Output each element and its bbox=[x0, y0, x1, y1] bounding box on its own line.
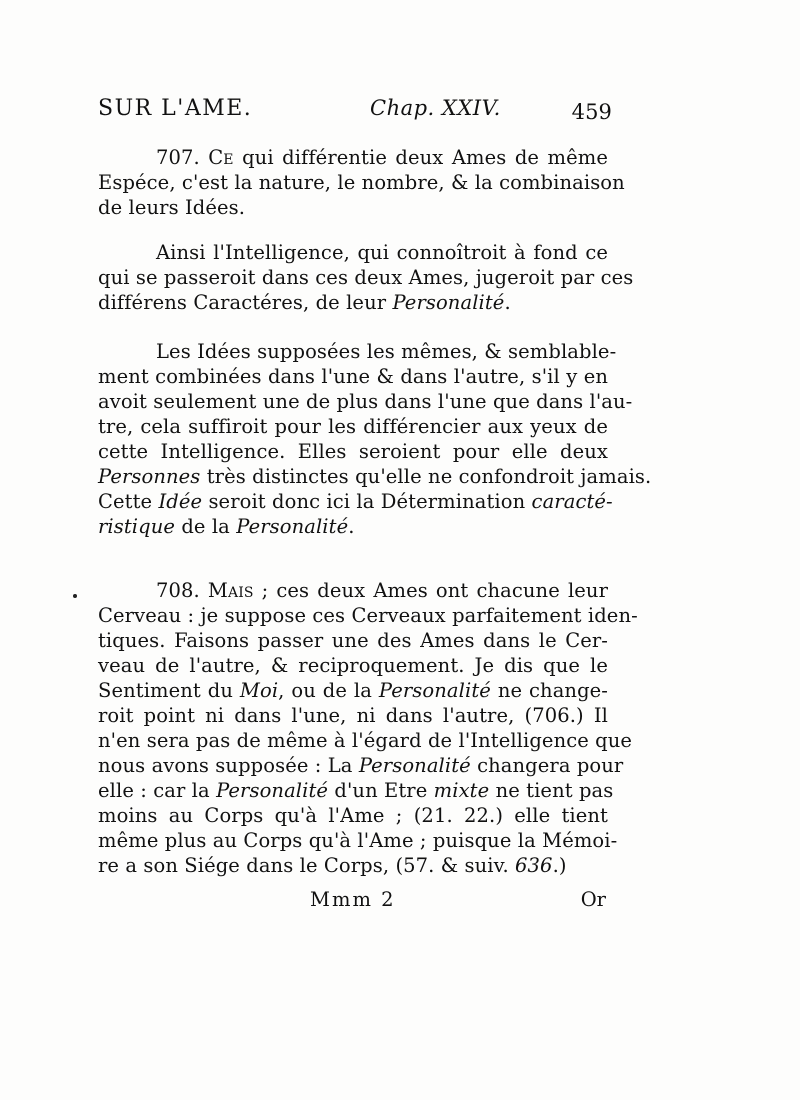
paragraph-707 bbox=[98, 145, 625, 220]
line-text: re a son Siége dans le Corps, (57. & suiv. bbox=[98, 854, 516, 877]
line-text: même plus au Corps qu'à l'Ame ; puisque la Mémoi- bbox=[98, 829, 618, 852]
line-text: Cette bbox=[98, 490, 159, 513]
text-line bbox=[98, 265, 634, 290]
paragraph-708 bbox=[98, 578, 638, 878]
running-title: SUR L'AME. bbox=[98, 96, 253, 121]
line-text: avoit seulement une de plus dans l'une que dans l'au- bbox=[98, 390, 633, 413]
small-caps-text: Ce bbox=[208, 146, 234, 169]
text-line bbox=[98, 170, 625, 195]
text-line bbox=[98, 489, 613, 514]
text-line bbox=[98, 439, 608, 464]
italic-text: ristique bbox=[98, 515, 176, 538]
line-text: ment combinées dans l'une & dans l'autre, s'il y en bbox=[98, 365, 608, 388]
text-line bbox=[98, 240, 608, 265]
line-text: ne tient pas bbox=[489, 779, 614, 802]
line-text: n'en sera pas de même à l'égard de l'Intelligence que bbox=[98, 729, 633, 752]
text-line bbox=[98, 514, 608, 539]
line-text: Sentiment du bbox=[98, 679, 240, 702]
line-text: changera pour bbox=[470, 754, 624, 777]
italic-text: Personalité bbox=[216, 779, 329, 802]
italic-text: mixte bbox=[433, 779, 490, 802]
margin-dot bbox=[73, 594, 77, 598]
text-line bbox=[98, 728, 633, 753]
small-caps-text: Mais bbox=[207, 579, 254, 602]
page-number: 459 bbox=[571, 100, 612, 124]
text-line bbox=[98, 414, 608, 439]
line-text: ; ces deux Ames ont chacune leur bbox=[253, 579, 608, 602]
text-line bbox=[98, 628, 608, 653]
line-text: Les Idées supposées les mêmes, & semblable- bbox=[156, 340, 617, 363]
italic-text: Personalité bbox=[236, 515, 349, 538]
paragraph-ainsi bbox=[98, 240, 634, 315]
line-text: elle : car la bbox=[98, 779, 217, 802]
text-line bbox=[98, 389, 633, 414]
italic-text: Personalité bbox=[358, 754, 471, 777]
line-text: 708. bbox=[156, 579, 208, 602]
italic-text: Personalité bbox=[392, 291, 505, 314]
text-line bbox=[98, 578, 608, 603]
italic-text: Idée bbox=[158, 490, 203, 513]
line-text: ne change- bbox=[490, 679, 609, 702]
text-line bbox=[98, 364, 608, 389]
line-text: roit point ni dans l'une, ni dans l'autre, (706.) Il bbox=[98, 704, 608, 727]
text-line bbox=[98, 828, 618, 853]
line-text: cette Intelligence. Elles seroient pour elle deux bbox=[98, 440, 608, 463]
text-line bbox=[98, 339, 617, 364]
line-text: . bbox=[348, 515, 355, 538]
text-line bbox=[98, 803, 608, 828]
line-text: Espéce, c'est la nature, le nombre, & la combinaison bbox=[98, 171, 625, 194]
italic-text: Moi bbox=[239, 679, 279, 702]
signature-mark: Mmm 2 bbox=[310, 888, 396, 911]
text-line bbox=[98, 653, 608, 678]
line-text: tre, cela suffiroit pour les différencier aux yeux de bbox=[98, 415, 608, 438]
line-text: qui se passeroit dans ces deux Ames, jugeroit par ces bbox=[98, 266, 634, 289]
line-text: de leurs Idées. bbox=[98, 196, 246, 219]
line-text: nous avons supposée : La bbox=[98, 754, 359, 777]
line-text: 707. bbox=[156, 146, 209, 169]
running-head bbox=[98, 96, 612, 136]
catchword: Or bbox=[580, 888, 606, 911]
text-line bbox=[98, 195, 608, 220]
text-line bbox=[98, 290, 608, 315]
italic-text: Personnes bbox=[98, 465, 201, 488]
italic-text: 636 bbox=[515, 854, 553, 877]
line-text: différens Caractéres, de leur bbox=[98, 291, 393, 314]
line-text: seroit donc ici la Détermination bbox=[202, 490, 532, 513]
text-line bbox=[98, 703, 608, 728]
line-text: très distinctes qu'elle ne confondroit jamais. bbox=[200, 465, 652, 488]
line-text: de la bbox=[175, 515, 237, 538]
paragraph-les-idees bbox=[98, 339, 652, 539]
text-line bbox=[98, 678, 608, 703]
italic-text: Personalité bbox=[378, 679, 491, 702]
page-footer bbox=[98, 888, 608, 918]
line-text: Cerveau : je suppose ces Cerveaux parfaitement iden- bbox=[98, 604, 638, 627]
chapter-label: Chap. XXIV. bbox=[370, 96, 501, 120]
line-text: , ou de la bbox=[278, 679, 379, 702]
text-line bbox=[98, 603, 638, 628]
italic-text: caracté- bbox=[531, 490, 613, 513]
text-line bbox=[98, 753, 624, 778]
line-text: . bbox=[504, 291, 511, 314]
text-line bbox=[98, 145, 608, 170]
text-line bbox=[98, 853, 608, 878]
text-line bbox=[98, 464, 652, 489]
line-text: d'un Etre bbox=[328, 779, 434, 802]
text-line bbox=[98, 778, 614, 803]
line-text: .) bbox=[552, 854, 567, 877]
line-text: Ainsi l'Intelligence, qui connoîtroit à fond ce bbox=[156, 241, 608, 264]
line-text: veau de l'autre, & reciproquement. Je dis que le bbox=[98, 654, 608, 677]
line-text: tiques. Faisons passer une des Ames dans le Cer- bbox=[98, 629, 608, 652]
line-text: moins au Corps qu'à l'Ame ; (21. 22.) elle tient bbox=[98, 804, 608, 827]
line-text: qui différentie deux Ames de même bbox=[233, 146, 608, 169]
